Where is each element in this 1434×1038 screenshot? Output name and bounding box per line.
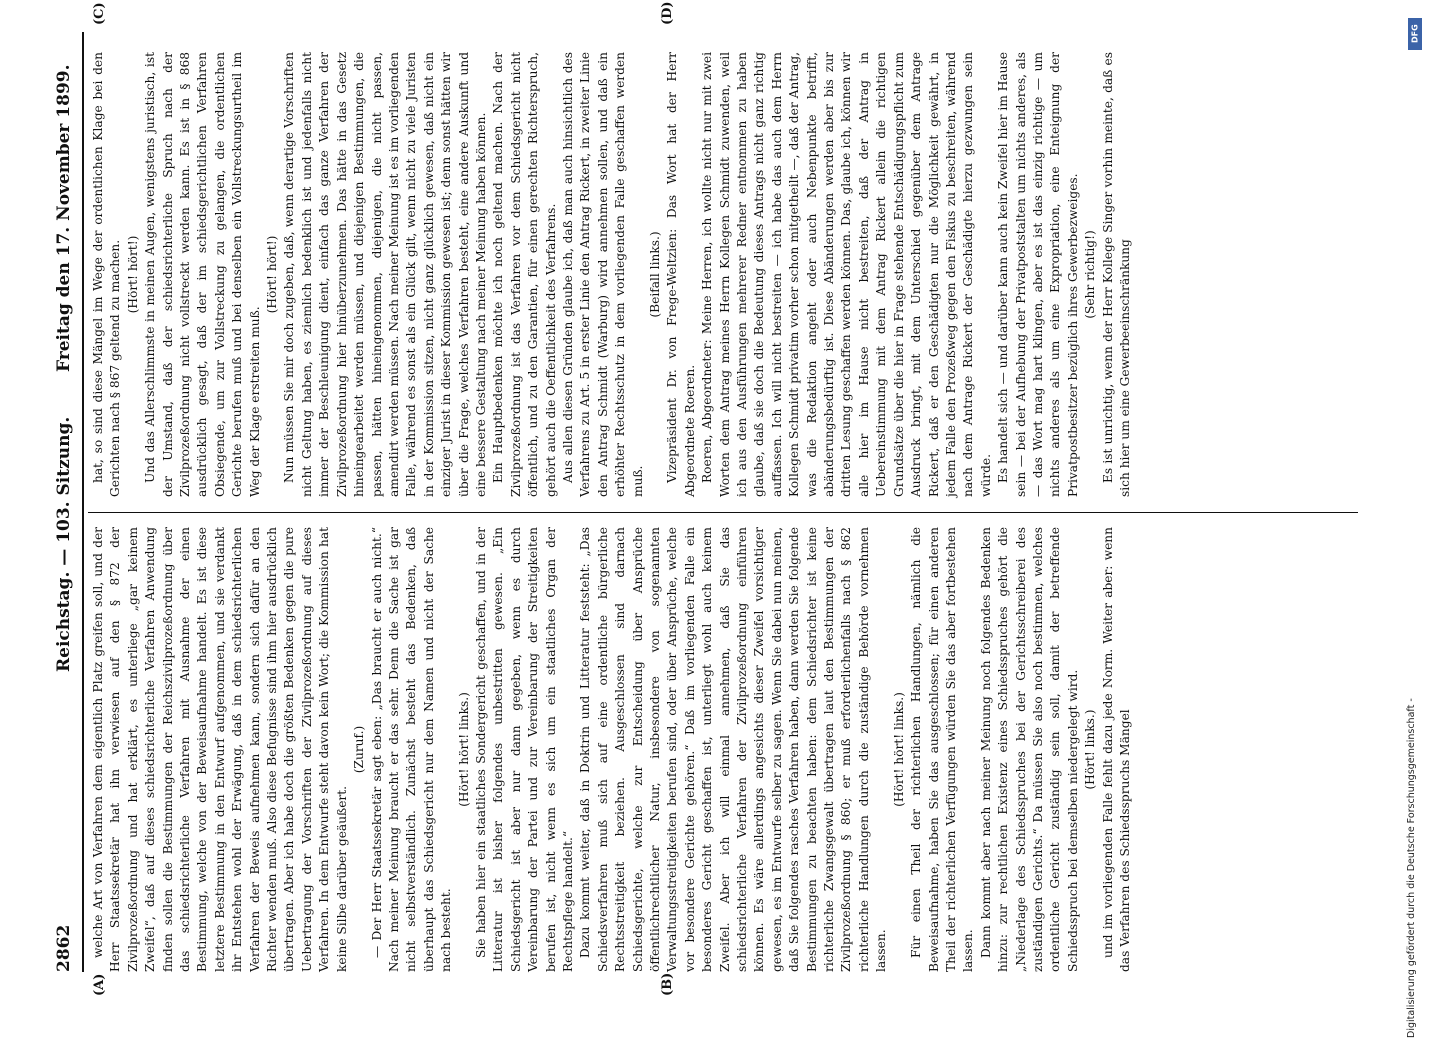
paragraph: hat, so sind diese Mängel im Wege der ordentlichen Klage bei den Gerichten nach § 867 geltend zu machen. (91, 52, 123, 497)
margin-marker-b: (B) (660, 972, 675, 996)
paragraph: (Hört! hört! links.) (891, 692, 906, 807)
header-rule (82, 32, 84, 972)
rotated-page (40, 0, 1370, 1000)
paragraph: — Der Herr Staatssekretär sagt eben: „Das braucht er auch nicht.“ Nach meiner Meinung braucht er das sehr. Denn die Sache ist gar nicht selbstverständlich. Zunächst besteht das Bedenken, daß überhaupt das Schiedsgericht nur dem Namen und nicht der Sache nach besteht. (369, 527, 454, 972)
digitization-sidebar (1404, 10, 1430, 1038)
right-column (90, 52, 1134, 497)
paragraph: (Beifall links.) (648, 231, 662, 318)
paragraph: (Hört! hört!) (125, 235, 140, 314)
paragraph: Vizepräsident Dr. von Frege-Weltzien: Das Wort hat der Herr Abgeordnete Roeren. (665, 52, 697, 497)
paragraph: (Hört! hört! links.) (456, 692, 471, 807)
paragraph: Aus allen diesen Gründen glaube ich, daß man auch hinsichtlich des Verfahrens zu Art. 5 in erster Linie den Antrag Rickert, in zweiter Linie den Antrag Schmidt (Warburg) wird annehmen sollen, und daß ein erhöhter Rechtsschutz in dem vorliegenden Falle geschaffen werden muß. (560, 52, 645, 497)
paragraph: Dazu kommt weiter, daß in Doktrin und Litteratur feststeht: „Das Schiedsverfahren muß sich auf eine ordentliche bürgerliche Rechtsstreitigkeit beziehen. Ausgeschlossen sind darnach Schiedsgerichte, welche zur Entscheidung über Ansprüche öffentlichrechtlicher Natur, insbesondere von sogenannten Verwaltungsstreitigkeiten berufen sind, oder über Ansprüche, welche vor besondere Gerichte gehören.“ Daß im vorliegenden Falle ein besonderes Gericht geschaffen ist, unterliegt wohl auch keinem Zweifel. Aber ich will einmal annehmen, daß Sie das schiedsrichterliche Verfahren der Zivilprozeßordnung einführen können. Es wäre allerdings angesichts dieser Zweifel vorsichtiger gewesen, es im Entwurfe selber zu sagen. Wenn Sie dabei nun meinen, daß Sie folgendes rasches Verfahren haben, dann werden Sie folgende Bestimmungen zu beachten haben: dem Schiedsrichter ist keine richterliche Zwangsgewalt übertragen laut den Bestimmungen der Zivilprozeßordnung § 860; er muß erforderlichenfalls nach § 862 richterliche Handlungen durch die zuständige Behörde vornehmen lassen. (578, 527, 889, 972)
page-number: 2862 (54, 924, 74, 972)
left-column (90, 527, 1134, 972)
paragraph: welche Art von Verfahren dem eigentlich Platz greifen soll, und der Herr Staatssekretär hat ihn verwiesen auf den § 872 der Zivilprozeßordnung und hat erklärt, es unterliege „gar keinem Zweifel“, daß auf dieses schiedsrichterliche Verfahren Anwendung finden sollen die Bestimmungen der Reichszivilprozeßordnung über das schiedsrichterliche Verfahren mit Ausnahme der einen Bestimmung, welche von der Beweisaufnahme handelt. Es ist diese letztere Bestimmung in den Entwurf aufgenommen, und sie verdankt ihr Entstehen wohl der Erwägung, daß in dem schiedsrichterlichen Verfahren der Beweis aufnehmen kann, sondern sich dafür an den Richter wenden muß. Also diese Befugnisse sind ihm hier ausdrücklich übertragen. Aber ich habe doch die größten Bedenken gegen die pure Uebertragung der Vorschriften der Zivilprozeßordnung auf dieses Verfahren. In dem Entwurfe steht davon kein Wort; die Kommission hat keine Silbe darüber geäußert. (91, 527, 349, 972)
paragraph: Es ist unrichtig, wenn der Herr Kollege Singer vorhin meinte, daß es sich hier um eine Gewerbeeinschränkung (1100, 52, 1132, 497)
paragraph: Ein Hauptbedenken möchte ich noch geltend machen. Nach der Zivilprozeßordnung ist das Verfahren vor dem Schiedsgericht nicht öffentlich, und zu den Garantien, für einen gerechten Richterspruch, gehört auch die Oeffentlichkeit des Verfahrens. (491, 52, 558, 497)
digitization-credit: Digitalisierung gefördert durch die Deutsche Forschungsgemeinschaft - (1406, 698, 1417, 1038)
paragraph: Für einen Theil der richterlichen Handlungen, nämlich die Beweisaufnahme, haben Sie das ausgeschlossen; für einen anderen Theil der richterlichen Verfügungen würden Sie das aber fortbestehen lassen. (909, 527, 976, 972)
paragraph: (Zuruf.) (352, 725, 367, 774)
paragraph: Und das Allerschlimmste in meinen Augen, wenigstens juristisch, ist der Umstand, daß der schiedsrichterliche Spruch nach der Zivilprozeßordnung nicht vollstreckt werden kann. Es ist in § 868 ausdrücklich gesagt, daß der im schiedsgerichtlichen Verfahren Obsiegende, um zur Vollstreckung zu gelangen, die ordentlichen Gerichte berufen muß und bei denselben ein Vollstreckungsurtheil im Weg der Klage erstreiten muß. (143, 52, 262, 497)
paragraph: (Hört! links.) (1083, 709, 1098, 790)
paragraph: (Hört! hört!) (265, 235, 280, 314)
margin-marker-a: (A) (92, 973, 107, 996)
dfg-logo: DFG (1408, 18, 1422, 50)
column-divider (88, 512, 1358, 513)
page-header (48, 32, 84, 972)
paragraph: Nun müssen Sie mir doch zugeben, daß, wenn derartige Vorschriften nicht Geltung haben, es ziemlich bedenklich ist und jedenfalls nicht immer der Beschleunigung dient, einfach das ganze Verfahren der Zivilprozeßordnung hier hinüberzunehmen. Das hätte in das Gesetz hineingearbeitet werden müssen, und diejenigen Bestimmungen, die passen, hätten hineingenommen, diejenigen, die nicht passen, amendirt werden müssen. Nach meiner Meinung ist es im vorliegenden Falle, während es sonst als ein Glück gilt, wenn nicht zu viele Juristen in der Kommission sitzen, nicht ganz glücklich gewesen, daß nicht ein einziger Jurist in dieser Kommission gewesen ist; denn sonst hätten wir über die Frage, welches Verfahren besteht, eine andere Auskunft und eine bessere Gestaltung nach meiner Meinung haben können. (282, 52, 488, 497)
paragraph: Es handelt sich — und darüber kann auch kein Zweifel hier im Hause sein — bei der Aufhebung der Privatpoststalten um nichts anderes, als — das Wort mag hart klingen, aber es ist das einzig richtige — um nichts anderes als um eine Expropriation, eine Enteignung der Privatpostbesitzer bezüglich ihres Gewerbezweiges. (996, 52, 1080, 497)
paragraph: Sie haben hier ein staatliches Sondergericht geschaffen, und in der Litteratur ist bisher folgendes unbestritten gewesen. „Ein Schiedsgericht ist aber nur dann gegeben, wenn es durch Vereinbarung der Partei und zur Vereinbarung der Streitigkeiten berufen ist, nicht wenn es sich um ein staatliches Organ der Rechtspflege handelt.“ (473, 527, 575, 972)
margin-marker-d: (D) (660, 1, 675, 25)
margin-marker-c: (C) (92, 2, 107, 25)
paragraph: Dann kommt aber nach meiner Meinung noch folgendes Bedenken hinzu: zur rechtlichen Existenz eines Schiedsspruches gehört die „Niederlage des Schiedsspruches bei der Gerichtsschreiberei des zuständigen Gerichts.“ Da müssen Sie also noch bestimmen, welches ordentliche Gericht zuständig sein soll, damit der betreffende Schiedsspruch bei demselben niedergelegt wird. (978, 527, 1080, 972)
paragraph: (Sehr richtig!) (1083, 230, 1098, 319)
paragraph: Roeren, Abgeordneter: Meine Herren, ich wollte nicht nur mit zwei Worten dem Antrag meines Herrn Kollegen Schmidt zuwenden, weil ich aus den Ausführungen mehrerer Redner entnommen zu haben glaube, daß sie doch die Bedeutung dieses Antrags nicht ganz richtig auffassen. Ich will nicht bestreiten — ich habe das auch dem Herrn Kollegen Schmidt privatim vorher schon mitgetheilt —, daß der Antrag, was die Redaktion angeht oder auch Nebenpunkte betrifft, abänderungsbedürftig ist. Diese Abänderungen werden aber bis zur dritten Lesung geschaffen werden können. Das, glaube ich, können wir alle hier im Hause nicht bestreiten, daß der Antrag in Uebereinstimmung mit dem Antrag Rickert allein die richtigen Grundsätze über die hier in Frage stehende Entschädigungspflicht zum Ausdruck bringt, mit dem Unterschied gegenüber dem Antrage Rickert, daß er den Geschädigten nur die Möglichkeit gewährt, in jedem Falle den Prozeßweg gegen den Fiskus zu beschreiten, während nach dem Antrage Rickert der Geschädigte hierzu gezwungen sein würde. (700, 52, 993, 497)
session-title: Reichstag. — 103. Sitzung. (54, 416, 74, 672)
paragraph: und im vorliegenden Falle fehlt dazu jede Norm. Weiter aber: wenn das Verfahren des Schiedsspruchs Mängel (1100, 527, 1132, 972)
session-date: Freitag den 17. November 1899. (54, 64, 74, 372)
